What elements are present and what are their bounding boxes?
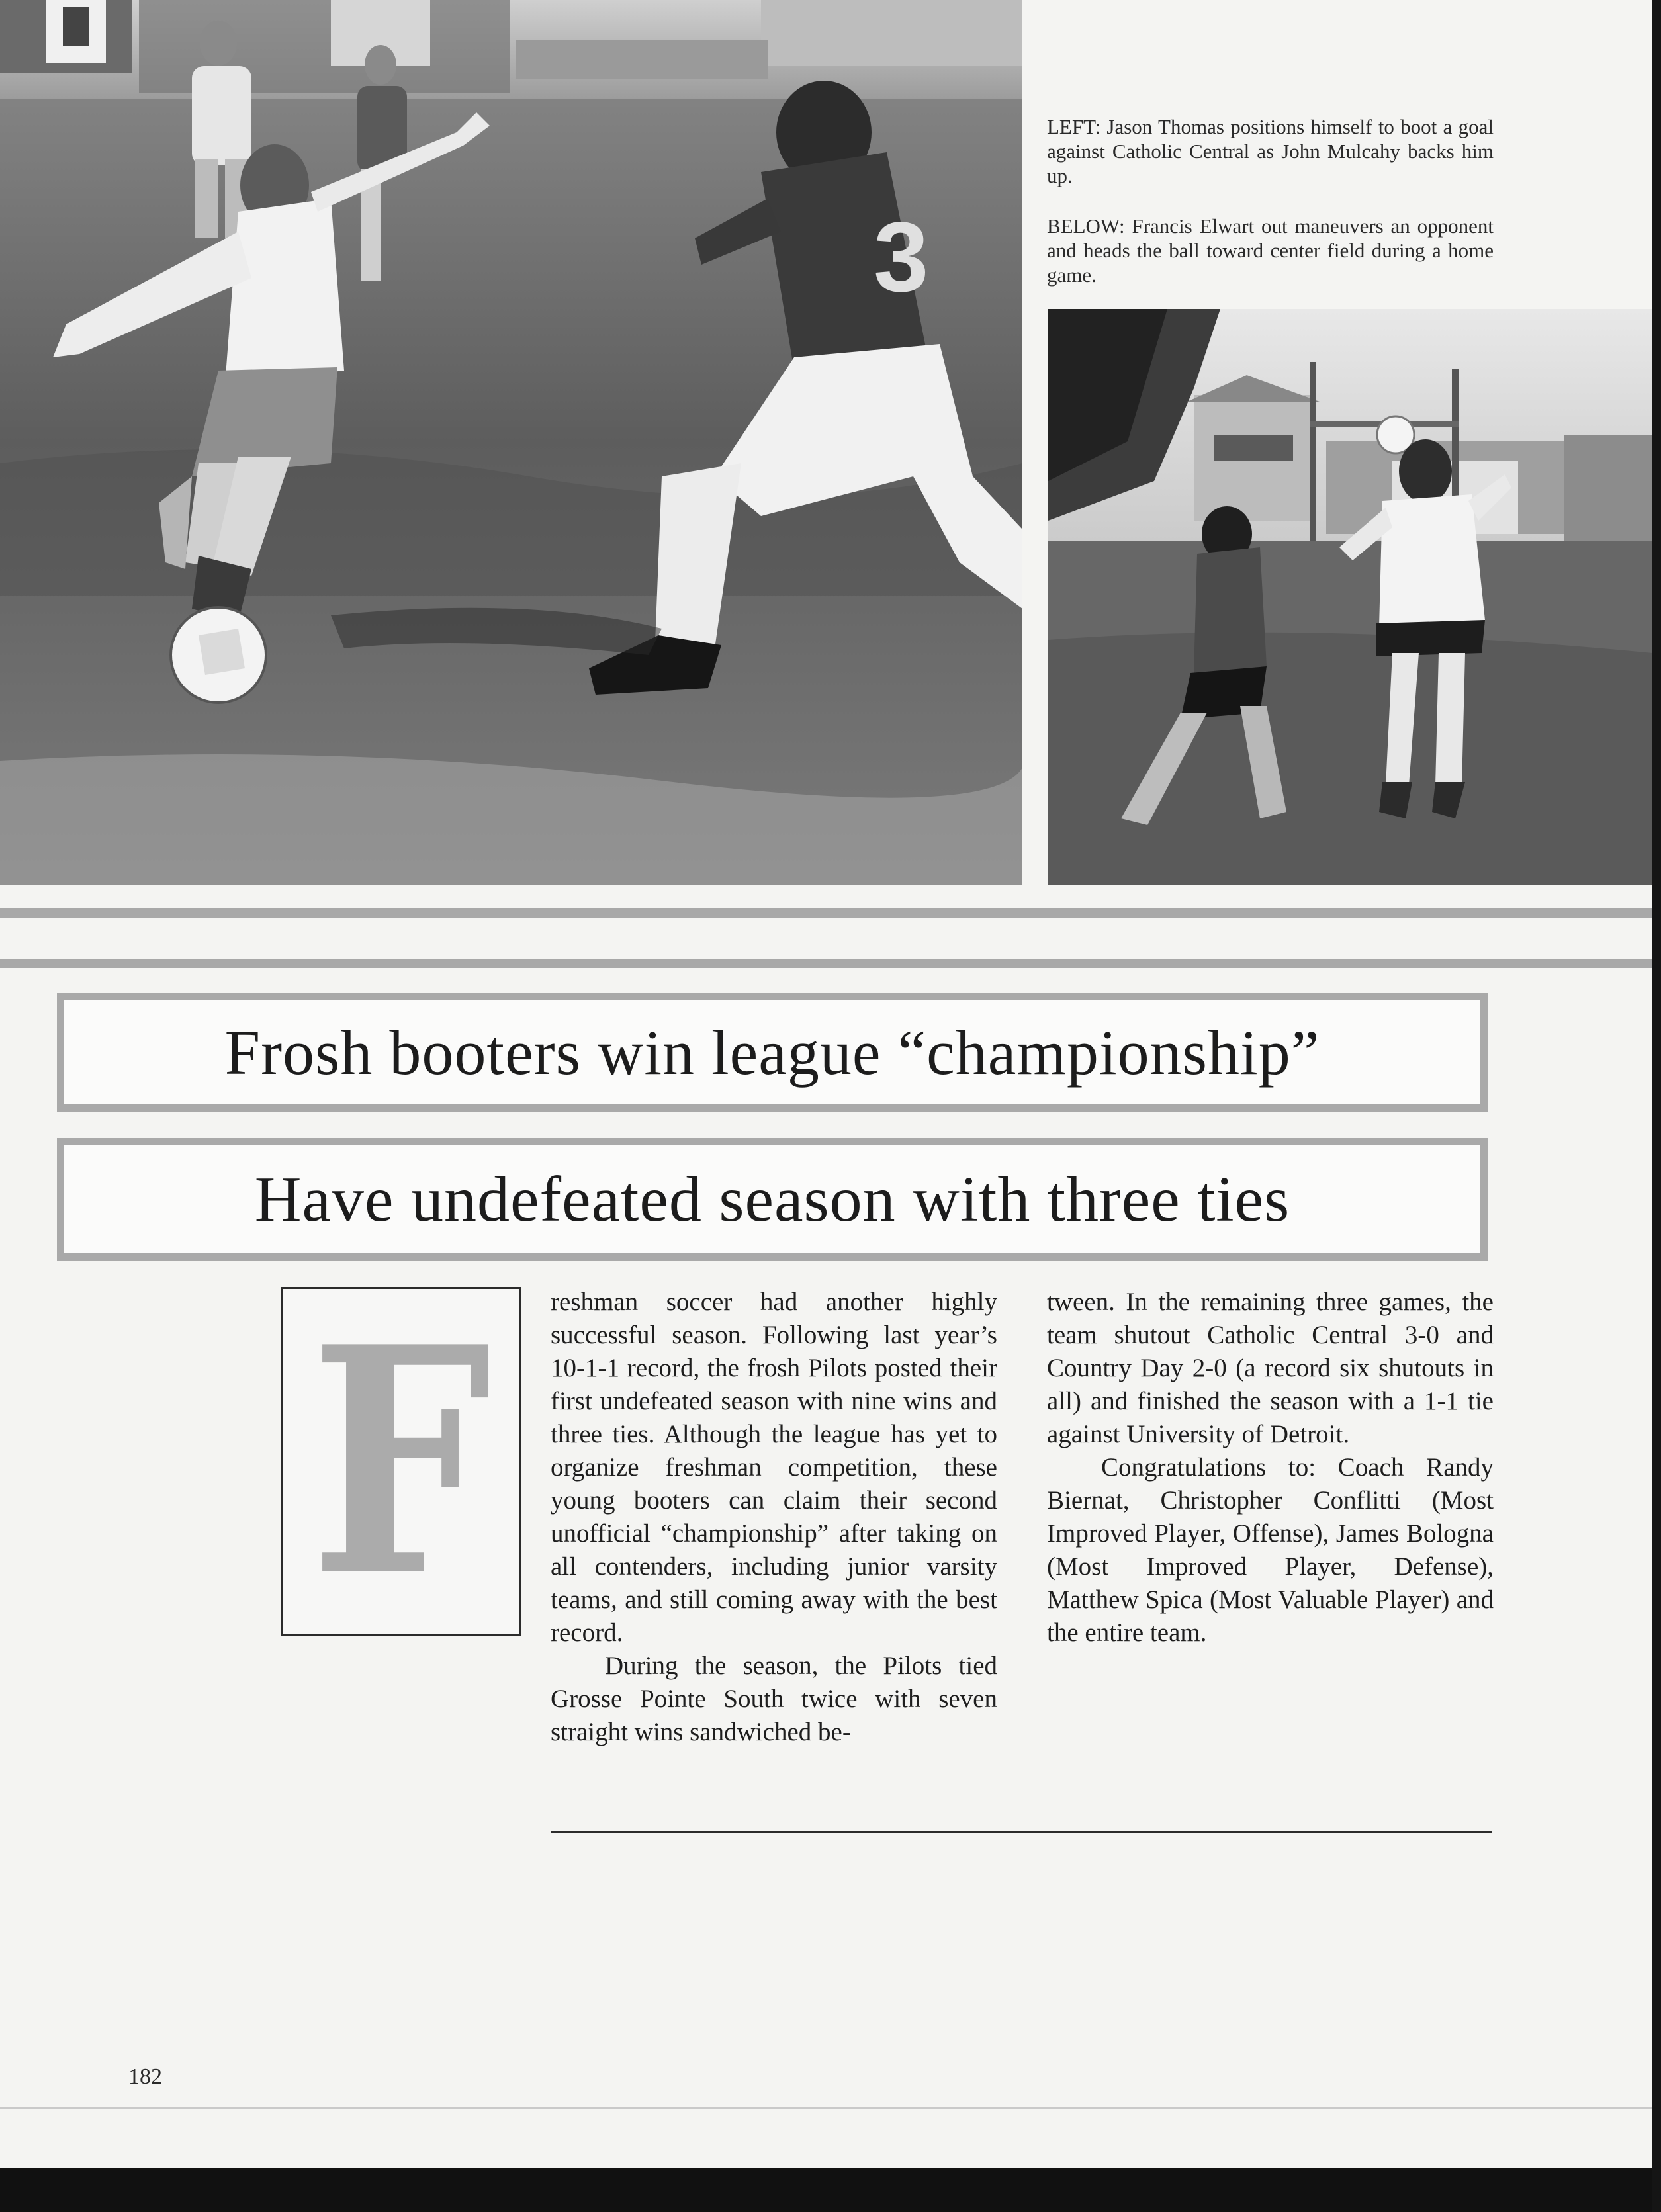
article-paragraph: Congratulations to: Coach Randy Biernat, Christopher Conflitti (Most Improved Player, Offense), James Bologna (Most Improved Player, Defense), Matthew Spica (Most Valuable Player) and the entire team.: [1047, 1453, 1494, 1647]
scan-edge-bottom: [0, 2168, 1661, 2212]
page-number: 182: [128, 2064, 162, 2089]
photo-below-soccer-header: [1048, 309, 1652, 885]
photo-left-soccer-kick: [0, 0, 1022, 885]
drop-cap-letter: F: [310, 1278, 492, 1644]
drop-cap-box: [281, 1278, 521, 1644]
divider-rule-bottom: [0, 959, 1652, 968]
article-paragraph: tween. In the remaining three games, the team shutout Catholic Central 3-0 and Country Day 2-0 (a record six shutouts in all) and finished the season with a 1-1 tie against University of Detroit.: [1047, 1288, 1494, 1448]
subheadline: Have undefeated season with three ties: [57, 1138, 1488, 1261]
caption-below-photo: BELOW: Francis Elwart out maneuvers an opponent and heads the ball toward center field during a home game.: [1047, 214, 1494, 287]
svg-text:3: 3: [874, 201, 929, 312]
page-bottom-line: [0, 2107, 1652, 2109]
article-column-1: [551, 1286, 997, 1749]
article-paragraph: During the season, the Pilots tied Grosse Pointe South twice with seven straight wins sandwiched be-: [551, 1652, 997, 1746]
article-paragraph: reshman soccer had another highly successful season. Following last year’s 10-1-1 record, the frosh Pilots posted their first undefeated season with nine wins and three ties. Although the league has yet to organize freshman competition, these young booters can claim their second unofficial “championship” after taking on all contenders, including junior varsity teams, and still coming away with the best record.: [551, 1288, 997, 1647]
divider-rule-top: [0, 908, 1652, 918]
headline: Frosh booters win league “championship”: [57, 993, 1488, 1112]
article-column-2: [1047, 1286, 1494, 1650]
caption-left-photo: LEFT: Jason Thomas positions himself to boot a goal against Catholic Central as John Mulcahy backs him up.: [1047, 115, 1494, 187]
article-end-rule: [551, 1831, 1492, 1833]
scan-edge-right: [1652, 0, 1661, 2212]
